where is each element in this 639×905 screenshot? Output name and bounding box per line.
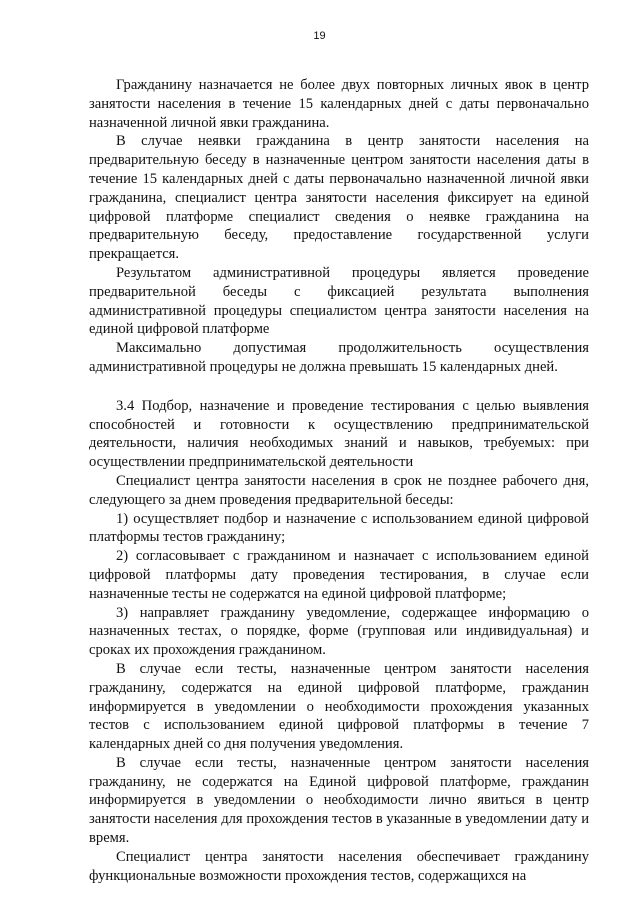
document-body <box>89 76 589 885</box>
paragraph-repeat-visits: Гражданину назначается не более двух повторных личных явок в центр занятости населения в течение 15 календарных дней с даты первоначально назначенной личной явки гражданина. <box>89 77 589 131</box>
paragraph-specialist-deadline: Специалист центра занятости населения в срок не позднее рабочего дня, следующего за днем проведения предварительной беседы: <box>89 472 589 508</box>
paragraph-specialist-provides: Специалист центра занятости населения обеспечивает гражданину функциональные возможности прохождения тестов, содержащихся на <box>89 848 589 884</box>
paragraph-result: Результатом административной процедуры является проведение предварительной беседы с фиксацией результата выполнения административной процедуры специалистом центра занятости населения на единой цифровой платформе <box>89 264 589 338</box>
list-item-3: 3) направляет гражданину уведомление, содержащее информацию о назначенных тестах, о порядке, форме (групповая или индивидуальная) и сроках их прохождения гражданином. <box>89 604 589 659</box>
section-spacer <box>89 377 589 397</box>
paragraph-tests-not-on-platform: В случае если тесты, назначенные центром занятости населения гражданину, не содержатся на Единой цифровой платформе, гражданин информируется в уведомлении о необходимости лично явиться в центр занятости населения для прохождения тестов в указанные в уведомлении дату и время. <box>89 754 589 847</box>
paragraph-max-duration: Максимально допустимая продолжительность осуществления административной процедуры не должна превышать 15 календарных дней. <box>89 340 589 375</box>
list-item-1: 1) осуществляет подбор и назначение с использованием единой цифровой платформы тестов гражданину; <box>89 510 589 546</box>
paragraph-tests-on-platform: В случае если тесты, назначенные центром занятости населения гражданину, содержатся на единой цифровой платформе, гражданин информируется в уведомлении о необходимости прохождения указанных тестов с использованием единой цифровой платформы в течение 7 календарных дней со дня получения уведомления. <box>89 660 589 753</box>
section-heading: 3.4 Подбор, назначение и проведение тестирования с целью выявления способностей и готовности к осуществлению предпринимательской деятельности, наличия необходимых знаний и навыков, требуемых: при осуществлении предпринимательской деятельности <box>89 397 589 471</box>
list-item-2: 2) согласовывает с гражданином и назначает с использованием единой цифровой платформы дату проведения тестирования, в случае если назначенные тесты не содержатся на единой цифровой платформе; <box>89 548 589 602</box>
page-number: 19 <box>313 30 326 42</box>
paragraph-no-show: В случае неявки гражданина в центр занятости населения на предварительную беседу в назначенные центром занятости населения даты в течение 15 календарных дней с даты первоначально назначенной личной явки гражданина, специалист центра занятости населения фиксирует на единой цифровой платформе специалист сведения о неявке гражданина на предварительную беседу, предоставление государственной услуги прекращается. <box>89 133 589 263</box>
